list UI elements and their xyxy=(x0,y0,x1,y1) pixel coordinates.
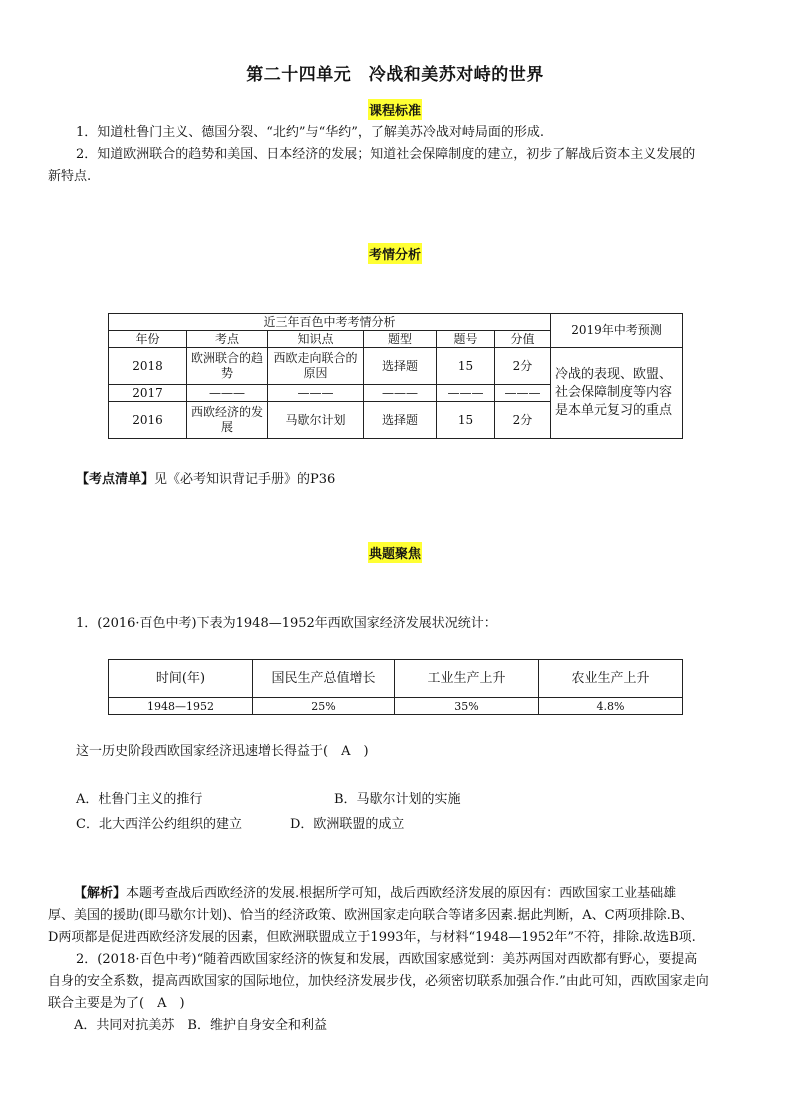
standards-list xyxy=(48,122,766,188)
q1-stem: 1．(2016·百色中考)下表为1948—1952年西欧国家经济发展状况统计： xyxy=(76,616,497,631)
analysis-line-2: 厚、美国的援助(即马歇尔计划)、恰当的经济政策、欧洲国家走向联合等诸多因素.据此判断，A、C两项排除.B、 xyxy=(48,908,694,923)
q2 xyxy=(48,949,776,1037)
option-a: A．杜鲁门主义的推行 xyxy=(76,792,203,807)
q2-options: A．共同对抗美苏 B．维护自身安全和利益 xyxy=(74,1018,327,1033)
standard-item-2-cont: 新特点. xyxy=(48,169,92,184)
q1-analysis xyxy=(48,883,776,949)
table-caption: 近三年百色中考考情分析 xyxy=(109,314,551,331)
standard-item-1: 1．知道杜鲁门主义、德国分裂、“北约”与“华约”，了解美苏冷战对峙局面的形成. xyxy=(76,125,544,140)
cell: 2018 xyxy=(109,348,187,385)
cell: 欧洲联合的趋势 xyxy=(187,348,268,385)
cell: ——— xyxy=(187,385,268,402)
cell: ——— xyxy=(495,385,551,402)
header-cell: 题号 xyxy=(437,331,495,348)
cell: ——— xyxy=(268,385,364,402)
option-b: B．马歇尔计划的实施 xyxy=(334,792,461,807)
note-text: 见《必考知识背记手册》的P36 xyxy=(154,472,336,487)
cell: 选择题 xyxy=(364,348,437,385)
cell: 2017 xyxy=(109,385,187,402)
table-row xyxy=(109,698,683,715)
heading-label: 考情分析 xyxy=(368,243,422,264)
cell: 选择题 xyxy=(364,402,437,439)
header-cell: 年份 xyxy=(109,331,187,348)
economy-table xyxy=(108,659,683,715)
analysis-text: 本题考查战后西欧经济的发展.根据所学可知，战后西欧经济发展的原因有：西欧国家工业基础雄 xyxy=(126,886,677,901)
heading-label: 典题聚焦 xyxy=(368,542,422,563)
cell: 西欧经济的发展 xyxy=(187,402,268,439)
header-cell: 题型 xyxy=(364,331,437,348)
exam-analysis-table xyxy=(108,313,683,439)
cell: 2分 xyxy=(495,402,551,439)
q2-line-2: 自身的安全系数，提高西欧国家的国际地位，加快经济发展步伐，必须密切联系加强合作.”由此可知，西欧国家走向 xyxy=(48,974,709,989)
analysis-line-3: D两项都是促进西欧经济发展的因素，但欧洲联盟成立于1993年，与材料“1948—1952年”不符，排除.故选B项. xyxy=(48,930,696,945)
cell: 2分 xyxy=(495,348,551,385)
cell: 25% xyxy=(253,698,395,715)
page-title: 第二十四单元 冷战和美苏对峙的世界 xyxy=(246,65,544,85)
note-bracket: 【考点清单】 xyxy=(76,472,155,487)
cell: 2016 xyxy=(109,402,187,439)
prediction-cell: 冷战的表现、欧盟、社会保障制度等内容是本单元复习的重点 xyxy=(551,348,683,439)
cell: 15 xyxy=(437,348,495,385)
prediction-header: 2019年中考预测 xyxy=(551,314,683,348)
cell: 4.8% xyxy=(539,698,683,715)
option-d: D．欧洲联盟的成立 xyxy=(290,817,405,832)
q2-line-1: 2．(2018·百色中考)“随着西欧国家经济的恢复和发展，西欧国家感觉到：美苏两国对西欧都有野心，要提高 xyxy=(76,952,698,967)
header-cell: 分值 xyxy=(495,331,551,348)
header-cell: 工业生产上升 xyxy=(395,660,539,698)
header-cell: 考点 xyxy=(187,331,268,348)
option-c: C．北大西洋公约组织的建立 xyxy=(76,817,242,832)
heading-label: 课程标准 xyxy=(368,99,422,120)
section-heading-analysis xyxy=(0,243,790,264)
header-cell: 时间(年) xyxy=(109,660,253,698)
cell: 35% xyxy=(395,698,539,715)
analysis-label: 【解析】 xyxy=(74,886,127,901)
standard-item-2: 2．知道欧洲联合的趋势和美国、日本经济的发展；知道社会保障制度的建立，初步了解战后资本主义发展的 xyxy=(76,147,696,162)
section-heading-examples xyxy=(0,542,790,563)
q2-line-3: 联合主要是为了( A ) xyxy=(48,996,185,1011)
header-cell: 知识点 xyxy=(268,331,364,348)
cell: 1948—1952 xyxy=(109,698,253,715)
cell: 马歇尔计划 xyxy=(268,402,364,439)
cell: ——— xyxy=(364,385,437,402)
cell: 西欧走向联合的原因 xyxy=(268,348,364,385)
cell: 15 xyxy=(437,402,495,439)
header-cell: 国民生产总值增长 xyxy=(253,660,395,698)
header-cell: 农业生产上升 xyxy=(539,660,683,698)
analysis-line-1 xyxy=(74,883,776,905)
key-points-note xyxy=(76,469,335,491)
cell: ——— xyxy=(437,385,495,402)
section-heading-standards xyxy=(0,99,790,120)
table-row xyxy=(109,348,683,385)
q1-question: 这一历史阶段西欧国家经济迅速增长得益于( A ) xyxy=(76,744,369,759)
